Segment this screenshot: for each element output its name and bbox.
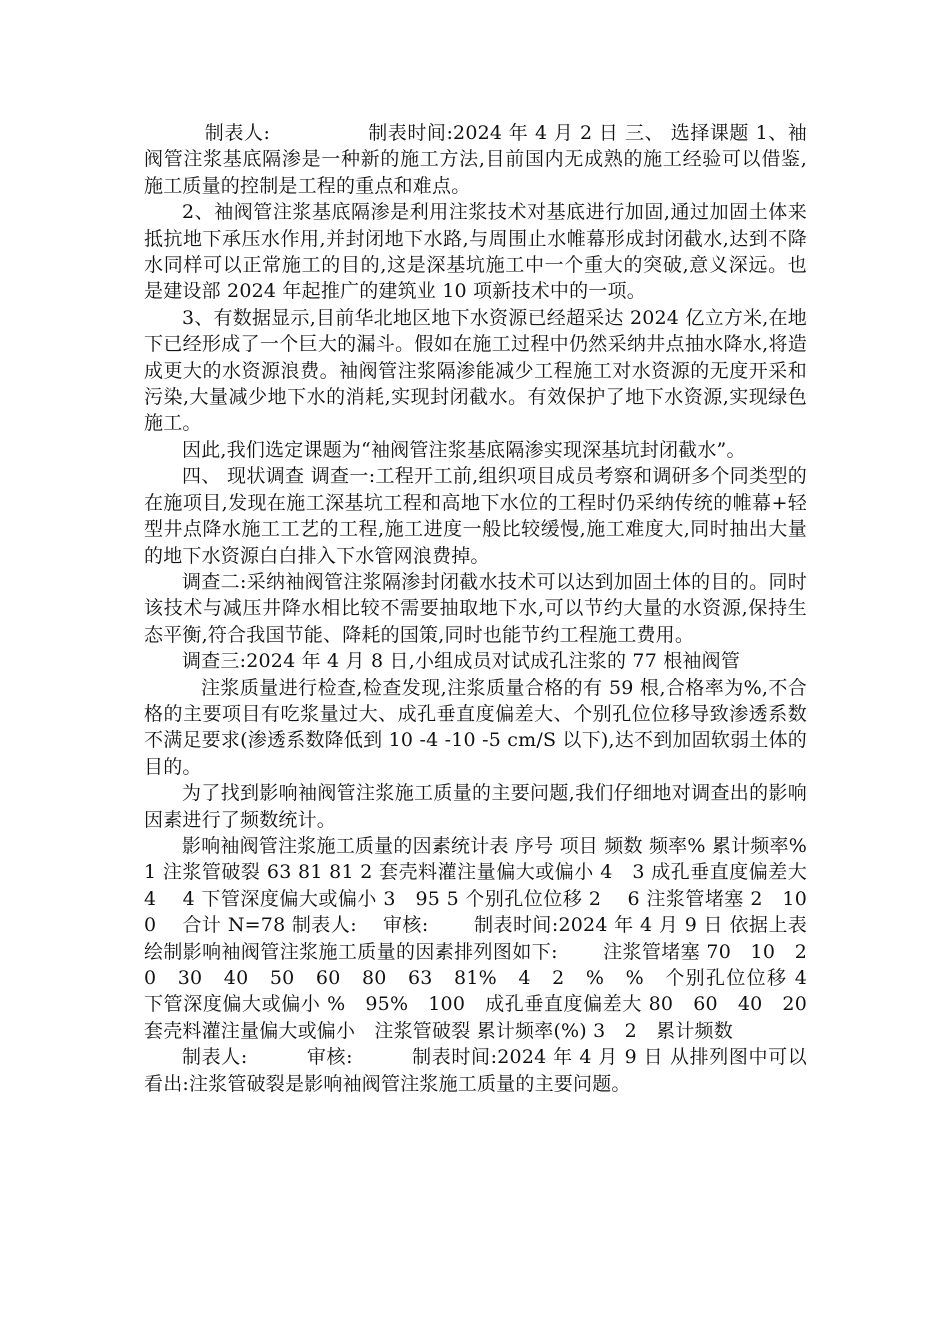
paragraph-selection-topic-1: 制表人: 制表时间:2024 年 4 月 2 日 三、 选择课题 1、袖阀管注浆基底隔渗是一种新的施工方法,目前国内无成熟的施工经验可以借鉴,施工质量的控制是工程的重点和难点。 bbox=[144, 122, 807, 197]
paragraph-factor-statistics-table: 影响袖阀管注浆施工质量的因素统计表 序号 项目 频数 频率% 累计频率% 1 注浆管破裂 63 81 81 2 套壳料灌注量偏大或偏小 4 3 成孔垂直度偏差大 4 4 下管深度偏大或偏小 3 95 5 个别孔位位移 2 6 注浆管堵塞 2 100 合计 N=78 制表人: 审核: 制表时间:2024 年 4 月 9 日 依据上表绘制影响袖阀管注浆施工质量的因素排列图如下: 注浆管堵塞 70 10 20 30 40 50 60 80 63 81% 4 2 % % 个别孔位位移 4 下管深度偏大或偏小 % 95% 100 成孔垂直度偏差大 80 60 40 20 套壳料灌注量偏大或偏小 注浆管破裂 累计频率(%) 3 2 累计频数 bbox=[144, 834, 827, 1042]
paragraph-survey-1: 四、 现状调查 调查一:工程开工前,组织项目成员考察和调研多个同类型的在施项目,发现在施工深基坑工程和高地下水位的工程时仍采纳传统的帷幕+轻型井点降水施工工艺的工程,施工进度一般比较缓慢,施工难度大,同时抽出大量的地下水资源白白排入下水管网浪费掉。 bbox=[144, 465, 807, 567]
paragraph-survey-3: 调查三:2024 年 4 月 8 日,小组成员对试成孔注浆的 77 根袖阀管 bbox=[182, 650, 741, 673]
paragraph-selection-topic-2: 2、袖阀管注浆基底隔渗是利用注浆技术对基底进行加固,通过加固土体来抵抗地下承压水作用,并封闭地下水路,与周围止水帷幕形成封闭截水,达到不降水同样可以正常施工的目的,这是深基坑施工中一个重大的突破,意义深远。也是建设部 2024 年起推广的建筑业 10 项新技术中的一项。 bbox=[144, 201, 807, 303]
paragraph-pareto-conclusion: 制表人: 审核: 制表时间:2024 年 4 月 9 日 从排列图中可以看出:注浆管破裂是影响袖阀管注浆施工质量的主要问题。 bbox=[144, 1046, 807, 1095]
paragraph-survey-3-results: 注浆质量进行检查,检查发现,注浆质量合格的有 59 根,合格率为%,不合格的主要项目有吃浆量过大、成孔垂直度偏差大、个别孔位位移导致渗透系数不满足要求(渗透系数降低到 10 -4 -10 -5 cm/S 以下),达不到加固软弱土体的目的。 bbox=[144, 676, 807, 778]
paragraph-selection-topic-3: 3、有数据显示,目前华北地区地下水资源已经超采达 2024 亿立方米,在地下已经形成了一个巨大的漏斗。假如在施工过程中仍然采纳井点抽水降水,将造成更大的水资源浪费。袖阀管注浆隔渗能减少工程施工对水资源的无度开采和污染,大量减少地下水的消耗,实现封闭截水。有效保护了地下水资源,实现绿色施工。 bbox=[144, 306, 807, 435]
paragraph-topic-conclusion: 因此,我们选定课题为“袖阀管注浆基底隔渗实现深基坑封闭截水”。 bbox=[182, 438, 746, 461]
paragraph-frequency-intro: 为了找到影响袖阀管注浆施工质量的主要问题,我们仔细地对调查出的影响因素进行了频数统计。 bbox=[144, 782, 807, 831]
document-body bbox=[144, 120, 827, 1097]
paragraph-survey-2: 调查二:采纳袖阀管注浆隔渗封闭截水技术可以达到加固土体的目的。同时该技术与减压井降水相比较不需要抽取地下水,可以节约大量的水资源,保持生态平衡,符合我国节能、降耗的国策,同时也能节约工程施工费用。 bbox=[144, 570, 807, 646]
